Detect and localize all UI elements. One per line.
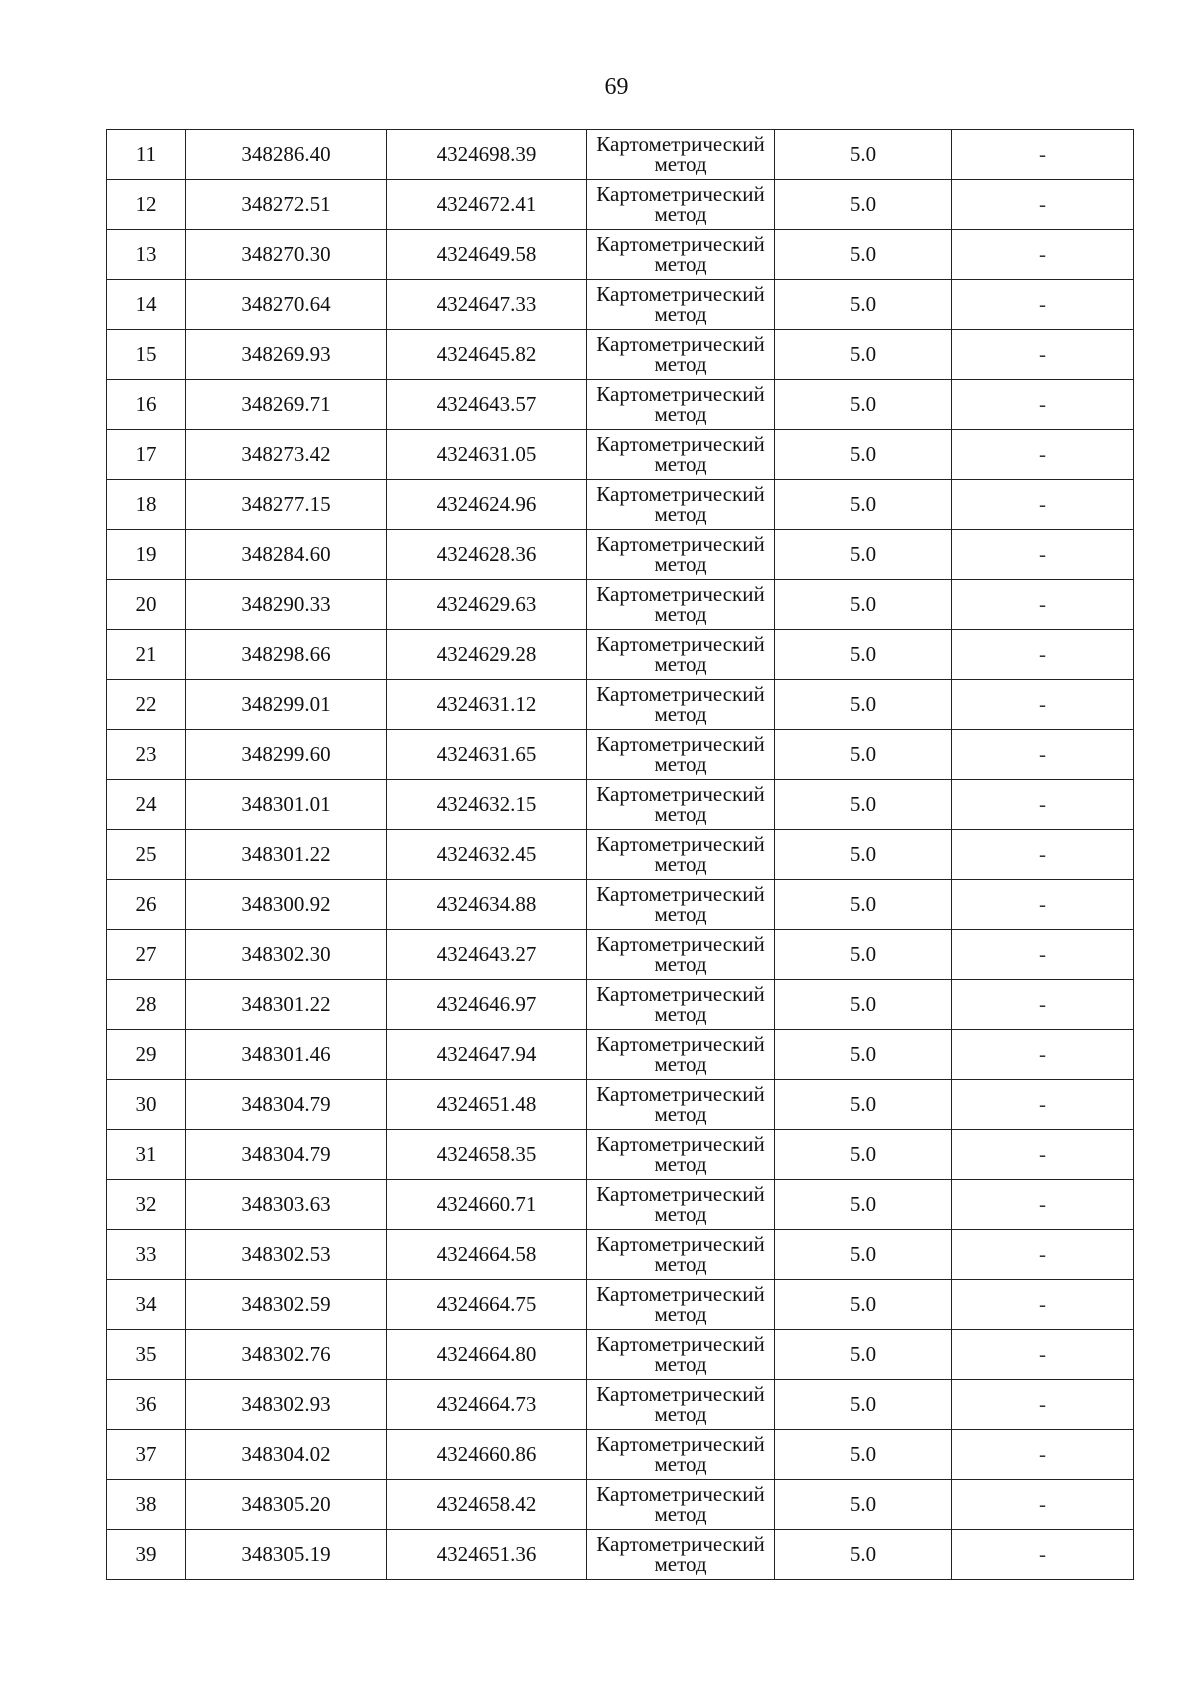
table-row — [107, 230, 1134, 280]
method-cell — [587, 330, 775, 380]
method-cell — [587, 630, 775, 680]
y-coordinate-cell: 4324646.97 — [387, 980, 587, 1030]
y-coordinate-cell: 4324664.75 — [387, 1280, 587, 1330]
point-number-cell: 18 — [107, 480, 186, 530]
method-line-1: Картометрический — [596, 282, 765, 306]
method-line-2: метод — [654, 752, 707, 776]
method-line-2: метод — [654, 1052, 707, 1076]
note-cell: - — [952, 930, 1134, 980]
table-row — [107, 1330, 1134, 1380]
x-coordinate-cell: 348299.60 — [186, 730, 387, 780]
accuracy-cell: 5.0 — [775, 1430, 952, 1480]
table-row — [107, 530, 1134, 580]
method-line-2: метод — [654, 552, 707, 576]
accuracy-cell: 5.0 — [775, 1030, 952, 1080]
note-cell: - — [952, 1430, 1134, 1480]
y-coordinate-cell: 4324672.41 — [387, 180, 587, 230]
table-row — [107, 430, 1134, 480]
method-cell — [587, 780, 775, 830]
method-cell — [587, 680, 775, 730]
note-cell: - — [952, 1330, 1134, 1380]
method-line-1: Картометрический — [596, 882, 765, 906]
method-line-1: Картометрический — [596, 132, 765, 156]
accuracy-cell: 5.0 — [775, 430, 952, 480]
x-coordinate-cell: 348270.64 — [186, 280, 387, 330]
y-coordinate-cell: 4324631.65 — [387, 730, 587, 780]
method-cell — [587, 180, 775, 230]
point-number-cell: 23 — [107, 730, 186, 780]
table-row — [107, 680, 1134, 730]
x-coordinate-cell: 348301.22 — [186, 980, 387, 1030]
note-cell: - — [952, 280, 1134, 330]
accuracy-cell: 5.0 — [775, 880, 952, 930]
point-number-cell: 27 — [107, 930, 186, 980]
point-number-cell: 25 — [107, 830, 186, 880]
accuracy-cell: 5.0 — [775, 530, 952, 580]
table-row — [107, 1430, 1134, 1480]
point-number-cell: 24 — [107, 780, 186, 830]
method-line-1: Картометрический — [596, 1482, 765, 1506]
note-cell: - — [952, 1180, 1134, 1230]
note-cell: - — [952, 530, 1134, 580]
method-line-1: Картометрический — [596, 982, 765, 1006]
note-cell: - — [952, 1130, 1134, 1180]
table-row — [107, 480, 1134, 530]
method-cell — [587, 880, 775, 930]
y-coordinate-cell: 4324660.86 — [387, 1430, 587, 1480]
method-cell — [587, 1280, 775, 1330]
x-coordinate-cell: 348304.79 — [186, 1130, 387, 1180]
table-row — [107, 280, 1134, 330]
note-cell: - — [952, 130, 1134, 180]
method-line-2: метод — [654, 1152, 707, 1176]
note-cell: - — [952, 880, 1134, 930]
note-cell: - — [952, 1380, 1134, 1430]
x-coordinate-cell: 348302.30 — [186, 930, 387, 980]
method-line-2: метод — [654, 302, 707, 326]
point-number-cell: 12 — [107, 180, 186, 230]
method-line-2: метод — [654, 652, 707, 676]
y-coordinate-cell: 4324624.96 — [387, 480, 587, 530]
point-number-cell: 35 — [107, 1330, 186, 1380]
accuracy-cell: 5.0 — [775, 1480, 952, 1530]
method-line-2: метод — [654, 1002, 707, 1026]
method-cell — [587, 480, 775, 530]
y-coordinate-cell: 4324643.57 — [387, 380, 587, 430]
y-coordinate-cell: 4324631.05 — [387, 430, 587, 480]
method-line-1: Картометрический — [596, 482, 765, 506]
method-cell — [587, 1430, 775, 1480]
point-number-cell: 13 — [107, 230, 186, 280]
note-cell: - — [952, 1080, 1134, 1130]
method-line-1: Картометрический — [596, 232, 765, 256]
method-line-1: Картометрический — [596, 1432, 765, 1456]
table-row — [107, 580, 1134, 630]
method-cell — [587, 530, 775, 580]
accuracy-cell: 5.0 — [775, 730, 952, 780]
x-coordinate-cell: 348284.60 — [186, 530, 387, 580]
method-cell — [587, 580, 775, 630]
method-line-1: Картометрический — [596, 932, 765, 956]
method-cell — [587, 430, 775, 480]
method-line-2: метод — [654, 1502, 707, 1526]
note-cell: - — [952, 1530, 1134, 1580]
point-number-cell: 26 — [107, 880, 186, 930]
y-coordinate-cell: 4324631.12 — [387, 680, 587, 730]
point-number-cell: 31 — [107, 1130, 186, 1180]
note-cell: - — [952, 780, 1134, 830]
accuracy-cell: 5.0 — [775, 280, 952, 330]
method-line-2: метод — [654, 602, 707, 626]
table-row — [107, 780, 1134, 830]
y-coordinate-cell: 4324632.45 — [387, 830, 587, 880]
note-cell: - — [952, 830, 1134, 880]
y-coordinate-cell: 4324634.88 — [387, 880, 587, 930]
note-cell: - — [952, 680, 1134, 730]
note-cell: - — [952, 580, 1134, 630]
point-number-cell: 11 — [107, 130, 186, 180]
x-coordinate-cell: 348304.02 — [186, 1430, 387, 1480]
accuracy-cell: 5.0 — [775, 680, 952, 730]
note-cell: - — [952, 430, 1134, 480]
table-row — [107, 830, 1134, 880]
method-line-2: метод — [654, 852, 707, 876]
point-number-cell: 20 — [107, 580, 186, 630]
accuracy-cell: 5.0 — [775, 980, 952, 1030]
y-coordinate-cell: 4324658.35 — [387, 1130, 587, 1180]
x-coordinate-cell: 348303.63 — [186, 1180, 387, 1230]
note-cell: - — [952, 380, 1134, 430]
note-cell: - — [952, 230, 1134, 280]
method-line-1: Картометрический — [596, 1032, 765, 1056]
method-line-2: метод — [654, 1252, 707, 1276]
table-row — [107, 1180, 1134, 1230]
method-cell — [587, 930, 775, 980]
method-line-1: Картометрический — [596, 1132, 765, 1156]
point-number-cell: 29 — [107, 1030, 186, 1080]
method-line-2: метод — [654, 1552, 707, 1576]
method-cell — [587, 1380, 775, 1430]
y-coordinate-cell: 4324629.28 — [387, 630, 587, 680]
accuracy-cell: 5.0 — [775, 1530, 952, 1580]
method-line-1: Картометрический — [596, 782, 765, 806]
table-row — [107, 1130, 1134, 1180]
y-coordinate-cell: 4324647.33 — [387, 280, 587, 330]
method-line-2: метод — [654, 1102, 707, 1126]
method-cell — [587, 1130, 775, 1180]
accuracy-cell: 5.0 — [775, 380, 952, 430]
table-row — [107, 130, 1134, 180]
point-number-cell: 28 — [107, 980, 186, 1030]
y-coordinate-cell: 4324651.48 — [387, 1080, 587, 1130]
method-line-1: Картометрический — [596, 332, 765, 356]
x-coordinate-cell: 348301.22 — [186, 830, 387, 880]
method-cell — [587, 1530, 775, 1580]
table-row — [107, 1280, 1134, 1330]
method-line-1: Картометрический — [596, 632, 765, 656]
table-row — [107, 1480, 1134, 1530]
table-row — [107, 880, 1134, 930]
accuracy-cell: 5.0 — [775, 1130, 952, 1180]
x-coordinate-cell: 348298.66 — [186, 630, 387, 680]
accuracy-cell: 5.0 — [775, 580, 952, 630]
point-number-cell: 30 — [107, 1080, 186, 1130]
y-coordinate-cell: 4324643.27 — [387, 930, 587, 980]
method-cell — [587, 1480, 775, 1530]
point-number-cell: 32 — [107, 1180, 186, 1230]
y-coordinate-cell: 4324664.73 — [387, 1380, 587, 1430]
y-coordinate-cell: 4324645.82 — [387, 330, 587, 380]
method-cell — [587, 380, 775, 430]
method-line-2: метод — [654, 1302, 707, 1326]
accuracy-cell: 5.0 — [775, 830, 952, 880]
accuracy-cell: 5.0 — [775, 1180, 952, 1230]
table-row — [107, 1080, 1134, 1130]
method-line-2: метод — [654, 152, 707, 176]
method-line-1: Картометрический — [596, 1182, 765, 1206]
x-coordinate-cell: 348286.40 — [186, 130, 387, 180]
method-cell — [587, 130, 775, 180]
table-row — [107, 1230, 1134, 1280]
method-cell — [587, 230, 775, 280]
method-cell — [587, 1080, 775, 1130]
method-line-2: метод — [654, 1202, 707, 1226]
method-line-1: Картометрический — [596, 1332, 765, 1356]
x-coordinate-cell: 348305.20 — [186, 1480, 387, 1530]
x-coordinate-cell: 348304.79 — [186, 1080, 387, 1130]
note-cell: - — [952, 330, 1134, 380]
accuracy-cell: 5.0 — [775, 330, 952, 380]
method-cell — [587, 280, 775, 330]
point-number-cell: 15 — [107, 330, 186, 380]
accuracy-cell: 5.0 — [775, 180, 952, 230]
accuracy-cell: 5.0 — [775, 780, 952, 830]
table-row — [107, 630, 1134, 680]
x-coordinate-cell: 348301.46 — [186, 1030, 387, 1080]
point-number-cell: 17 — [107, 430, 186, 480]
x-coordinate-cell: 348270.30 — [186, 230, 387, 280]
note-cell: - — [952, 480, 1134, 530]
method-line-2: метод — [654, 202, 707, 226]
accuracy-cell: 5.0 — [775, 1330, 952, 1380]
note-cell: - — [952, 1280, 1134, 1330]
method-cell — [587, 1230, 775, 1280]
method-line-2: метод — [654, 802, 707, 826]
x-coordinate-cell: 348302.76 — [186, 1330, 387, 1380]
point-number-cell: 22 — [107, 680, 186, 730]
method-line-2: метод — [654, 352, 707, 376]
x-coordinate-cell: 348305.19 — [186, 1530, 387, 1580]
point-number-cell: 14 — [107, 280, 186, 330]
method-cell — [587, 1330, 775, 1380]
table-row — [107, 1380, 1134, 1430]
point-number-cell: 33 — [107, 1230, 186, 1280]
note-cell: - — [952, 1030, 1134, 1080]
note-cell: - — [952, 730, 1134, 780]
point-number-cell: 21 — [107, 630, 186, 680]
method-line-1: Картометрический — [596, 432, 765, 456]
point-number-cell: 36 — [107, 1380, 186, 1430]
table-row — [107, 330, 1134, 380]
x-coordinate-cell: 348269.71 — [186, 380, 387, 430]
x-coordinate-cell: 348302.93 — [186, 1380, 387, 1430]
method-line-1: Картометрический — [596, 682, 765, 706]
coordinates-table-body — [107, 130, 1134, 1580]
table-row — [107, 180, 1134, 230]
y-coordinate-cell: 4324647.94 — [387, 1030, 587, 1080]
x-coordinate-cell: 348273.42 — [186, 430, 387, 480]
method-line-1: Картометрический — [596, 732, 765, 756]
note-cell: - — [952, 1230, 1134, 1280]
method-line-1: Картометрический — [596, 1082, 765, 1106]
coordinates-table — [106, 129, 1134, 1580]
y-coordinate-cell: 4324664.80 — [387, 1330, 587, 1380]
point-number-cell: 37 — [107, 1430, 186, 1480]
y-coordinate-cell: 4324698.39 — [387, 130, 587, 180]
method-line-1: Картометрический — [596, 182, 765, 206]
x-coordinate-cell: 348277.15 — [186, 480, 387, 530]
method-line-2: метод — [654, 452, 707, 476]
method-line-2: метод — [654, 502, 707, 526]
method-line-1: Картометрический — [596, 832, 765, 856]
page-number: 69 — [604, 74, 629, 100]
method-line-2: метод — [654, 1452, 707, 1476]
x-coordinate-cell: 348272.51 — [186, 180, 387, 230]
y-coordinate-cell: 4324632.15 — [387, 780, 587, 830]
accuracy-cell: 5.0 — [775, 630, 952, 680]
x-coordinate-cell: 348301.01 — [186, 780, 387, 830]
method-line-2: метод — [654, 1402, 707, 1426]
point-number-cell: 38 — [107, 1480, 186, 1530]
method-line-1: Картометрический — [596, 1532, 765, 1556]
table-row — [107, 730, 1134, 780]
method-line-2: метод — [654, 402, 707, 426]
accuracy-cell: 5.0 — [775, 480, 952, 530]
method-line-2: метод — [654, 902, 707, 926]
note-cell: - — [952, 180, 1134, 230]
method-line-2: метод — [654, 702, 707, 726]
table-row — [107, 380, 1134, 430]
table-row — [107, 930, 1134, 980]
method-line-2: метод — [654, 1352, 707, 1376]
method-line-1: Картометрический — [596, 1282, 765, 1306]
accuracy-cell: 5.0 — [775, 1280, 952, 1330]
x-coordinate-cell: 348269.93 — [186, 330, 387, 380]
point-number-cell: 16 — [107, 380, 186, 430]
method-cell — [587, 1030, 775, 1080]
note-cell: - — [952, 630, 1134, 680]
method-line-1: Картометрический — [596, 382, 765, 406]
x-coordinate-cell: 348300.92 — [186, 880, 387, 930]
point-number-cell: 39 — [107, 1530, 186, 1580]
y-coordinate-cell: 4324628.36 — [387, 530, 587, 580]
x-coordinate-cell: 348290.33 — [186, 580, 387, 630]
point-number-cell: 19 — [107, 530, 186, 580]
table-row — [107, 1030, 1134, 1080]
method-cell — [587, 730, 775, 780]
note-cell: - — [952, 980, 1134, 1030]
method-line-2: метод — [654, 252, 707, 276]
x-coordinate-cell: 348302.53 — [186, 1230, 387, 1280]
y-coordinate-cell: 4324651.36 — [387, 1530, 587, 1580]
x-coordinate-cell: 348302.59 — [186, 1280, 387, 1330]
table-row — [107, 1530, 1134, 1580]
accuracy-cell: 5.0 — [775, 1230, 952, 1280]
x-coordinate-cell: 348299.01 — [186, 680, 387, 730]
y-coordinate-cell: 4324660.71 — [387, 1180, 587, 1230]
method-cell — [587, 980, 775, 1030]
table-row — [107, 980, 1134, 1030]
y-coordinate-cell: 4324658.42 — [387, 1480, 587, 1530]
method-line-1: Картометрический — [596, 582, 765, 606]
accuracy-cell: 5.0 — [775, 230, 952, 280]
y-coordinate-cell: 4324629.63 — [387, 580, 587, 630]
accuracy-cell: 5.0 — [775, 930, 952, 980]
y-coordinate-cell: 4324664.58 — [387, 1230, 587, 1280]
method-cell — [587, 830, 775, 880]
accuracy-cell: 5.0 — [775, 1380, 952, 1430]
method-line-1: Картометрический — [596, 1232, 765, 1256]
point-number-cell: 34 — [107, 1280, 186, 1330]
method-line-2: метод — [654, 952, 707, 976]
accuracy-cell: 5.0 — [775, 1080, 952, 1130]
method-line-1: Картометрический — [596, 532, 765, 556]
note-cell: - — [952, 1480, 1134, 1530]
method-line-1: Картометрический — [596, 1382, 765, 1406]
accuracy-cell: 5.0 — [775, 130, 952, 180]
y-coordinate-cell: 4324649.58 — [387, 230, 587, 280]
method-cell — [587, 1180, 775, 1230]
